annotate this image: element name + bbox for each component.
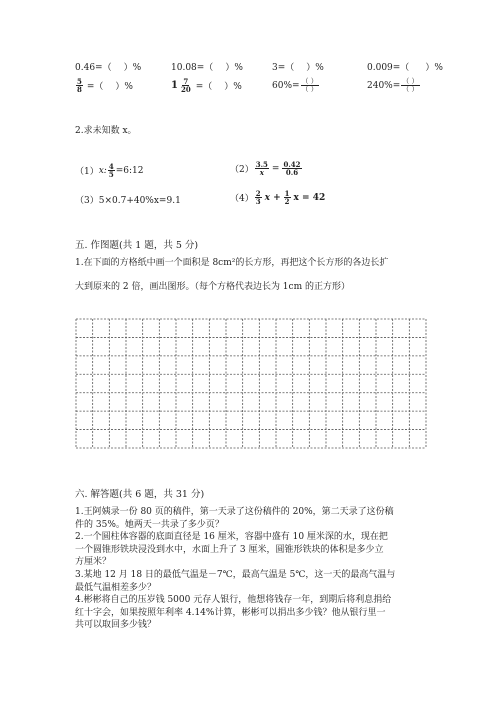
- q1-item-2-rhs: ）%: [225, 63, 243, 73]
- q1-item-3-lhs: 3=（: [272, 63, 295, 73]
- section6-line: 共可以取回多少钱？: [75, 620, 157, 631]
- fraction-denominator: 5: [108, 170, 114, 179]
- q1-item-5: [75, 78, 133, 93]
- fraction-denominator: （ ）: [402, 85, 419, 93]
- blank-fraction: [401, 78, 419, 93]
- fraction-numerator: 3.5: [255, 160, 268, 169]
- q1-item-2-lhs: 10.08=（: [171, 63, 214, 73]
- q1-item-2: [171, 60, 243, 73]
- section5-title: 五. 作图题(共 1 题，共 5 分): [75, 240, 199, 251]
- section6-line: 4.彬彬将自己的压岁钱 5000 元存人银行，他想将钱存一年，到期后将利息捐给: [75, 595, 392, 606]
- equation-label: （4）: [230, 194, 254, 204]
- fraction-numerator: 4: [108, 162, 114, 171]
- fraction-numerator: （ ）: [402, 77, 419, 85]
- equation-rest: =6:12: [115, 165, 144, 176]
- q2-equation-1: [75, 163, 143, 178]
- fraction-denominator: 3: [255, 197, 261, 206]
- fraction: [108, 163, 115, 178]
- mixed-whole: 1: [171, 80, 178, 91]
- section5-line-1: 1.在下面的方格纸中画一个面积是 8cm²的长方形，再把这个长方形的各边长扩: [75, 258, 389, 268]
- section6-line: 2.一个圆柱体容器的底面直径是 16 厘米，容器中盛有 10 厘米深的水，现在把: [75, 532, 388, 543]
- section6-line: 最低气温相差多少？: [75, 582, 157, 593]
- fraction-denominator: （ ）: [301, 85, 318, 93]
- equals-open: =（: [195, 82, 213, 92]
- blank-fraction: [301, 78, 319, 93]
- fraction-denominator: 2: [284, 197, 290, 206]
- q1-item-1-rhs: ）%: [123, 63, 142, 73]
- fraction-denominator: 0.6: [285, 168, 299, 177]
- section6-line: 红十字会，如果按照年利率 4.14%计算，彬彬可以捐出多少钱？他从银行里一: [75, 607, 386, 618]
- fraction-denominator: 8: [77, 85, 82, 94]
- equation-label: （3）: [75, 196, 99, 206]
- q1-item-8: [367, 78, 421, 93]
- percent-lhs: 60%=: [272, 80, 300, 91]
- q1-item-6: [171, 78, 242, 93]
- q2-equation-3: [75, 193, 181, 206]
- q1-item-4-lhs: 0.009=（: [367, 63, 410, 73]
- fraction: [255, 161, 269, 176]
- section6-title: 六. 解答题(共 6 题，共 31 分): [75, 489, 205, 500]
- fraction-denominator: x: [259, 168, 264, 177]
- q2-title: 2.求未知数 x。: [75, 126, 137, 136]
- fraction-numerator: 1: [284, 189, 290, 198]
- equation-text: 5×0.7+40%x=9.1: [98, 196, 181, 206]
- grid-paper: [75, 318, 427, 449]
- q1-item-1-lhs: 0.46=（: [75, 63, 112, 73]
- mixed-number: [171, 78, 193, 93]
- q1-item-3: [272, 60, 324, 73]
- section6-line: 方厘米？: [75, 557, 112, 568]
- fraction-denominator: 20: [180, 85, 191, 94]
- equation-label: （2）: [230, 165, 254, 175]
- equation-variable: x:: [98, 165, 107, 176]
- q1-item-1: [75, 60, 141, 73]
- fraction-numerator: 2: [255, 189, 261, 198]
- percent-close: ）%: [115, 82, 133, 92]
- q1-item-7: [272, 78, 320, 93]
- equals-sign: =: [271, 163, 280, 174]
- equation-rest: x = 42: [293, 192, 326, 203]
- percent-lhs: 240%=: [367, 80, 401, 91]
- equation-label: （1）: [75, 167, 99, 177]
- fraction-numerator: 7: [183, 77, 189, 86]
- fraction: [255, 190, 262, 205]
- fraction-numerator: 5: [77, 77, 82, 86]
- q1-item-4: [367, 60, 443, 73]
- fraction: [76, 78, 83, 93]
- equation-mid: x +: [264, 192, 281, 203]
- q2-equation-2: [230, 161, 303, 176]
- fraction: [282, 161, 301, 176]
- section6-line: 一个圆锥形铁块浸没到水中，水面上升了 3 厘米，圆锥形铁块的体积是多少立: [75, 544, 384, 555]
- section6-line: 3.某地 12 月 18 日的最低气温是－7℃，最高气温是 5℃，这一天的最高气温与: [75, 569, 396, 580]
- percent-close: ）%: [224, 82, 242, 92]
- equals-open: =（: [86, 82, 104, 92]
- q1-item-3-rhs: ）%: [306, 63, 324, 73]
- fraction-numerator: （ ）: [301, 77, 318, 85]
- q2-equation-4: [230, 190, 325, 205]
- section6-line: 件的 35%。她两天一共录了多少页？: [75, 519, 224, 530]
- section5-line-2: 大到原来的 2 倍，画出图形。（每个方格代表边长为 1cm 的正方形）: [75, 282, 350, 292]
- section6-body: [75, 506, 395, 632]
- fraction-numerator: 0.42: [283, 160, 301, 169]
- fraction: [284, 190, 291, 205]
- section6-line: 1.王阿姨录一份 80 页的稿件，第一天录了这份稿件的 20%，第二天录了这份稿: [75, 507, 394, 517]
- q1-item-4-rhs: ）%: [425, 63, 443, 73]
